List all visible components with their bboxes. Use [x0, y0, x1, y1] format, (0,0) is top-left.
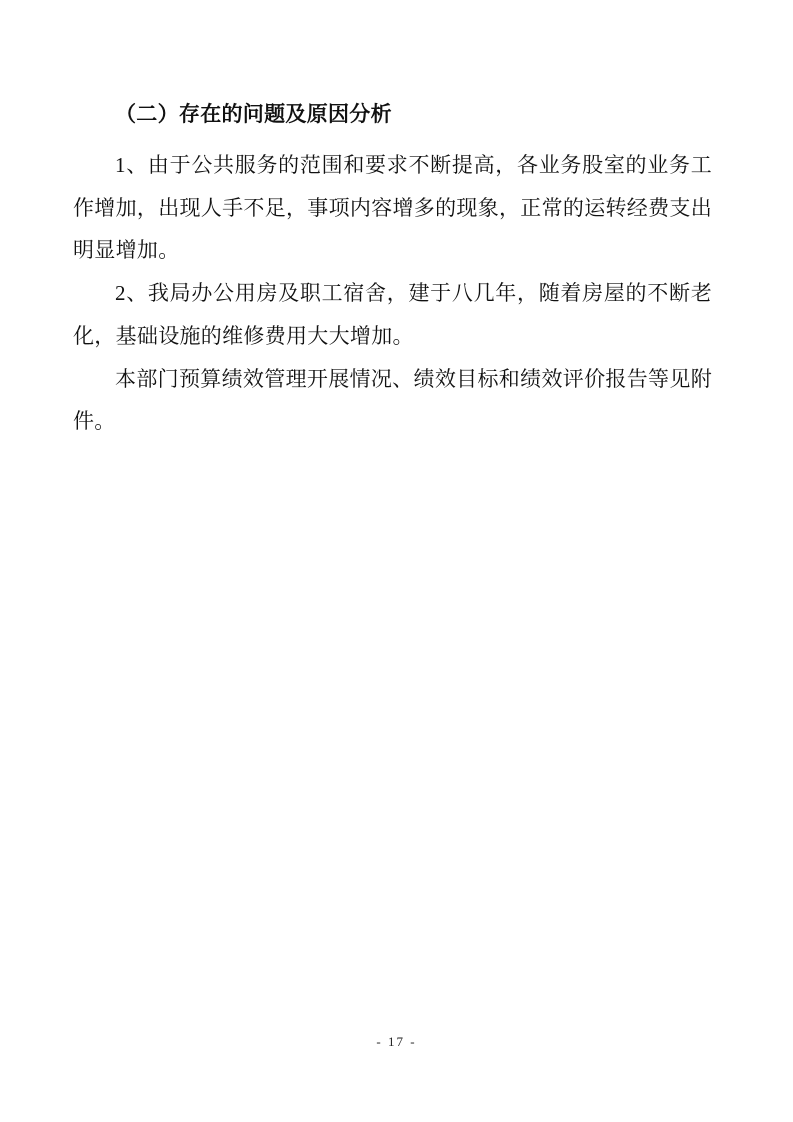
paragraph: 本部门预算绩效管理开展情况、绩效目标和绩效评价报告等见附件。 [73, 366, 712, 434]
document-body [73, 93, 712, 443]
paragraph: 1、由于公共服务的范围和要求不断提高，各业务股室的业务工作增加，出现人手不足，事项内容增多的现象，正常的运转经费支出明显增加。 [73, 153, 712, 263]
page-number: - 17 - [376, 1034, 417, 1049]
paragraph: 2、我局办公用房及职工宿舍，建于八几年，随着房屋的不断老化，基础设施的维修费用大大增加。 [73, 281, 712, 348]
section-heading: （二）存在的问题及原因分析 [115, 102, 392, 126]
